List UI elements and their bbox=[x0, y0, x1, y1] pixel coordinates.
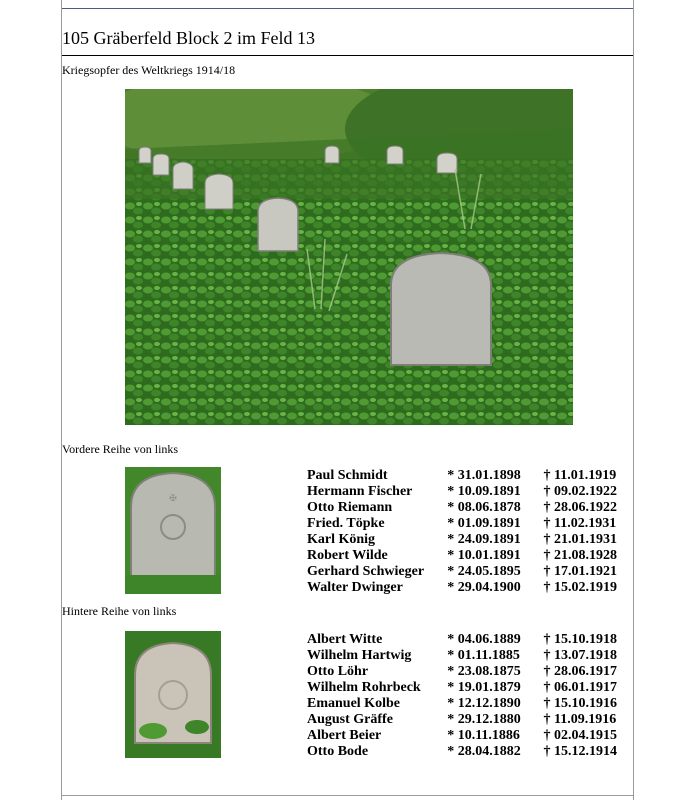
death-date: † 13.07.1918 bbox=[543, 648, 617, 663]
death-date: † 15.10.1916 bbox=[543, 696, 617, 711]
death-date: † 21.01.1931 bbox=[543, 532, 617, 547]
death-date: † 28.06.1922 bbox=[543, 500, 617, 515]
person-name: Karl König bbox=[307, 532, 376, 547]
table-row bbox=[307, 728, 633, 744]
person-name: Hermann Fischer bbox=[307, 484, 413, 499]
birth-date: * 31.01.1898 bbox=[447, 468, 521, 483]
front-row-table bbox=[307, 468, 633, 596]
death-date: † 06.01.1917 bbox=[543, 680, 617, 695]
bottom-rule bbox=[62, 795, 633, 796]
birth-date: * 08.06.1878 bbox=[447, 500, 521, 515]
birth-date: * 01.09.1891 bbox=[447, 516, 521, 531]
birth-date: * 04.06.1889 bbox=[447, 632, 521, 647]
document-page bbox=[61, 0, 634, 800]
birth-date: * 10.09.1891 bbox=[447, 484, 521, 499]
person-name: Fried. Töpke bbox=[307, 516, 385, 531]
death-date: † 11.09.1916 bbox=[543, 712, 617, 727]
table-row bbox=[307, 532, 633, 548]
person-name: Albert Witte bbox=[307, 632, 383, 647]
person-name: Otto Bode bbox=[307, 744, 369, 759]
death-date: † 09.02.1922 bbox=[543, 484, 617, 499]
svg-text:✠: ✠ bbox=[169, 494, 177, 504]
death-date: † 11.02.1931 bbox=[543, 516, 617, 531]
birth-date: * 29.04.1900 bbox=[447, 580, 521, 595]
table-row bbox=[307, 632, 633, 648]
person-name: Robert Wilde bbox=[307, 548, 388, 563]
death-date: † 15.12.1914 bbox=[543, 744, 617, 759]
death-date: † 15.02.1919 bbox=[543, 580, 617, 595]
table-row bbox=[307, 484, 633, 500]
birth-date: * 12.12.1890 bbox=[447, 696, 521, 711]
back-row-table bbox=[307, 632, 633, 760]
birth-date: * 23.08.1875 bbox=[447, 664, 521, 679]
person-name: Otto Riemann bbox=[307, 500, 393, 515]
death-date: † 21.08.1928 bbox=[543, 548, 617, 563]
person-name: Gerhard Schwieger bbox=[307, 564, 425, 579]
top-rule bbox=[62, 8, 633, 9]
death-date: † 02.04.1915 bbox=[543, 728, 617, 743]
birth-date: * 29.12.1880 bbox=[447, 712, 521, 727]
birth-date: * 19.01.1879 bbox=[447, 680, 521, 695]
front-headstone-photo bbox=[125, 467, 221, 594]
person-name: Wilhelm Hartwig bbox=[307, 648, 412, 663]
person-name: Albert Beier bbox=[307, 728, 382, 743]
person-name: Walter Dwinger bbox=[307, 580, 403, 595]
person-name: Emanuel Kolbe bbox=[307, 696, 400, 711]
page-title: 105 Gräberfeld Block 2 im Feld 13 bbox=[62, 28, 315, 48]
table-row bbox=[307, 712, 633, 728]
death-date: † 28.06.1917 bbox=[543, 664, 617, 679]
person-name: Otto Löhr bbox=[307, 664, 369, 679]
birth-date: * 24.05.1895 bbox=[447, 564, 521, 579]
person-name: Paul Schmidt bbox=[307, 468, 388, 483]
birth-date: * 01.11.1885 bbox=[447, 648, 520, 663]
death-date: † 15.10.1918 bbox=[543, 632, 617, 647]
table-row bbox=[307, 664, 633, 680]
grave-field-photo bbox=[125, 89, 573, 425]
birth-date: * 24.09.1891 bbox=[447, 532, 521, 547]
birth-date: * 10.01.1891 bbox=[447, 548, 521, 563]
table-row bbox=[307, 500, 633, 516]
death-date: † 17.01.1921 bbox=[543, 564, 617, 579]
death-date: † 11.01.1919 bbox=[543, 468, 617, 483]
birth-date: * 28.04.1882 bbox=[447, 744, 521, 759]
table-row bbox=[307, 468, 633, 484]
front-row-caption: Vordere Reihe von links bbox=[62, 442, 179, 456]
table-row bbox=[307, 548, 633, 564]
back-row-caption: Hintere Reihe von links bbox=[62, 604, 177, 618]
table-row bbox=[307, 564, 633, 580]
table-row bbox=[307, 648, 633, 664]
table-row bbox=[307, 516, 633, 532]
person-name: August Gräffe bbox=[307, 712, 393, 727]
back-headstone-photo bbox=[125, 631, 221, 758]
subtitle: Kriegsopfer des Weltkriegs 1914/18 bbox=[62, 63, 236, 77]
person-name: Wilhelm Rohrbeck bbox=[307, 680, 421, 695]
table-row bbox=[307, 680, 633, 696]
table-row bbox=[307, 580, 633, 596]
birth-date: * 10.11.1886 bbox=[447, 728, 520, 743]
title-rule bbox=[62, 55, 633, 56]
table-row bbox=[307, 696, 633, 712]
table-row bbox=[307, 744, 633, 760]
